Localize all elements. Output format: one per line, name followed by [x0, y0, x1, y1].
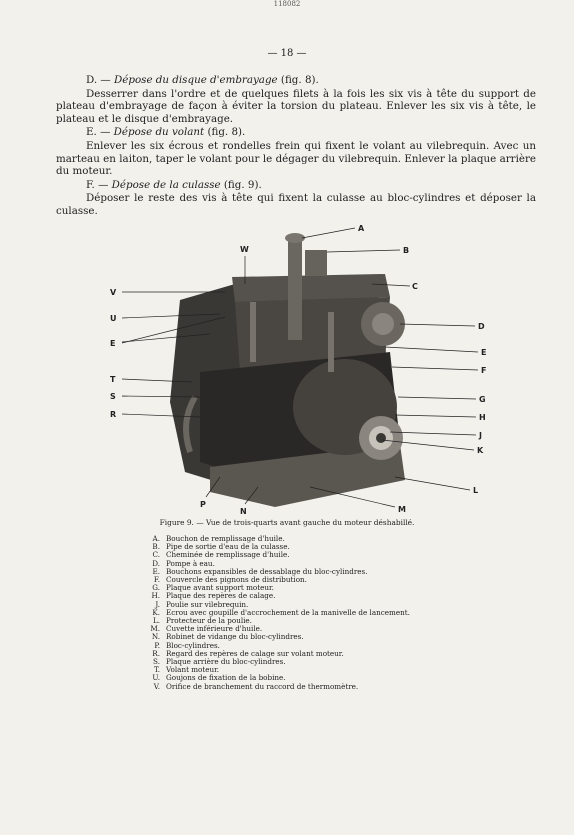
body-text [56, 74, 536, 219]
legend-text: Plaque avant support moteur. [166, 583, 274, 593]
legend-text: Regard des repères de calage sur volant moteur. [166, 648, 344, 658]
callout-h: H [479, 413, 486, 422]
legend-text: Bouchon de remplissage d'huile. [166, 534, 285, 543]
legend-letter: L. [152, 616, 160, 626]
legend-letter: F. [153, 575, 160, 585]
legend-text: Plaque arrière du bloc-cylindres. [166, 657, 286, 667]
legend-text: Ecrou avec goupille d'accrochement de la manivelle de lancement. [166, 607, 410, 617]
legend-letter: U. [152, 673, 160, 683]
section-heading-f: F. — Dépose de la culasse (fig. 9). [86, 178, 262, 191]
legend-text: Robinet de vidange du bloc-cylindres. [166, 632, 304, 642]
legend-text: Plaque des repères de calage. [166, 591, 276, 601]
callout-b: B [403, 246, 410, 255]
legend-text: Poulie sur vilebrequin. [166, 599, 249, 609]
legend-text: Couvercle des pignons de distribution. [166, 575, 307, 585]
legend-text: Bloc-cylindres. [166, 640, 220, 650]
callout-e-left: E [110, 339, 116, 348]
legend-text: Cuvette inférieure d'huile. [166, 624, 263, 634]
legend-text: Pompe à eau. [166, 558, 215, 568]
callout-s: S [110, 392, 116, 401]
callout-w: W [240, 245, 249, 254]
figure-legend [140, 535, 520, 691]
legend-letter: H. [151, 591, 160, 601]
section-heading-e: E. — Dépose du volant (fig. 8). [86, 126, 246, 139]
callout-p: P [200, 500, 206, 509]
legend-letter: K. [152, 607, 160, 617]
callout-v: V [110, 288, 117, 297]
callout-d: D [478, 322, 485, 331]
callout-j: J [479, 431, 482, 440]
legend-letter: M. [150, 624, 160, 634]
callout-e-right: E [481, 348, 487, 357]
legend-letter: N. [151, 632, 160, 642]
engine-drawing [170, 233, 405, 507]
legend-letter: R. [152, 648, 160, 658]
legend-letter: D. [152, 558, 160, 568]
callout-m: M [398, 505, 406, 514]
legend-text: Orifice de branchement du raccord de thermomètre. [166, 681, 359, 691]
section-body-f: Déposer le reste des vis à tête qui fixent la culasse au bloc-cylindres et déposer la culasse. [56, 192, 536, 217]
callout-n: N [240, 507, 247, 516]
callout-g: G [479, 395, 486, 404]
section-heading-d: D. — Dépose du disque d'embrayage (fig. 8). [86, 74, 319, 86]
legend-text: Goujons de fixation de la bobine. [166, 673, 286, 683]
callout-t: T [110, 375, 116, 384]
legend-text: Volant moteur. [166, 665, 220, 675]
legend-letter: J. [155, 599, 160, 609]
legend-letter: E. [152, 566, 160, 576]
callout-l: L [473, 486, 479, 495]
top-mark: 118082 [273, 0, 301, 8]
legend-text: Bouchons expansibles de dessablage du bloc-cylindres. [166, 566, 368, 576]
legend-letter: S. [153, 657, 160, 667]
callout-r: R [110, 410, 117, 419]
callout-f: F [481, 366, 487, 375]
legend-text: Cheminée de remplissage d'huile. [166, 550, 290, 560]
callout-a: A [358, 224, 365, 233]
page-number: — 18 — [267, 48, 307, 59]
legend-text: Pipe de sortie d'eau de la culasse. [166, 542, 290, 552]
callout-k: K [477, 446, 484, 455]
figure-caption: Figure 9. — Vue de trois-quarts avant gauche du moteur déshabillé. [159, 518, 415, 527]
legend-letter: T. [153, 665, 160, 675]
engine-illustration [100, 222, 520, 520]
section-body-d: Desserrer dans l'ordre et de quelques filets à la fois les six vis à tête du support de plateau d'embrayage de façon à éviter la torsion du plateau. Enlever les six vis à tête, le plateau et le disque d'embrayage. [56, 87, 536, 125]
section-body-e: Enlever les six écrous et rondelles frein qui fixent le volant au vilebrequin. Avec un marteau en laiton, taper le volant pour le dégager du vilebrequin. Enlever la plaque arrière du moteur. [56, 139, 536, 178]
legend-text: Protecteur de la poulie. [166, 616, 252, 626]
legend-letter: V. [153, 681, 160, 691]
callout-c: C [412, 282, 418, 291]
legend-letter: B. [152, 542, 160, 552]
legend-letter: A. [152, 534, 160, 543]
callout-u: U [110, 314, 117, 323]
legend-letter: G. [152, 583, 160, 593]
legend-row [140, 683, 520, 691]
engine-figure [100, 222, 520, 520]
legend-letter: P. [154, 640, 160, 650]
legend-letter: C. [152, 550, 160, 560]
